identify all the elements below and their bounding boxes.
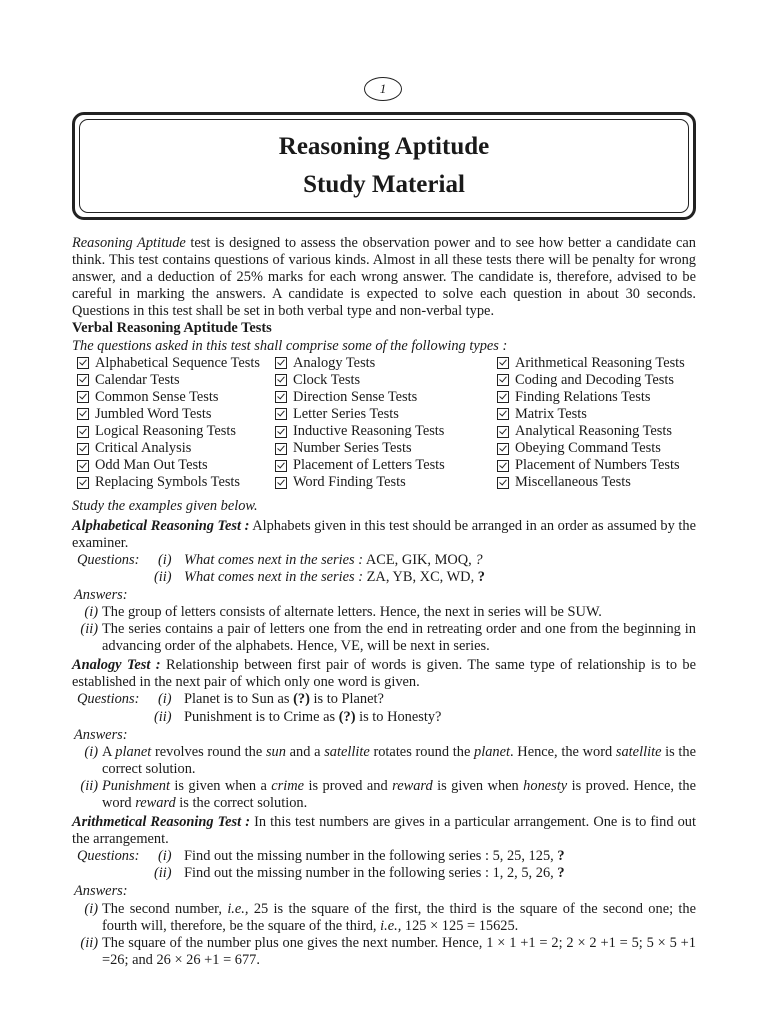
list-item: Direction Sense Tests xyxy=(270,389,492,406)
checkbox-icon xyxy=(275,408,287,420)
list-item: Calendar Tests xyxy=(72,372,270,389)
checkbox-icon xyxy=(275,443,287,455)
title-line-1: Reasoning Aptitude xyxy=(278,133,490,160)
list-item: Analytical Reasoning Tests xyxy=(492,423,696,440)
intro-paragraph: Reasoning Aptitude test is designed to assess the observation power and to see how better a candidate can think. This test contains questions of various kinds. Almost in all these tests there will be penalty for wrong answer, and a deduction of 25% marks for each wrong answer. The candidate is, therefore, advised to be careful in marking the answers. A candidate is expected to solve each question in about 30 seconds. Questions in this test shall be set in both verbal type and non-verbal type. xyxy=(72,235,696,320)
checkbox-icon xyxy=(275,391,287,403)
checkbox-icon xyxy=(497,408,509,420)
checkbox-icon xyxy=(497,443,509,455)
checkbox-icon xyxy=(275,426,287,438)
list-item: Miscellaneous Tests xyxy=(492,474,696,491)
arith-answer-1: (i) The second number, i.e., 25 is the square of the first, the third is the square of the second one; the fourth will, therefore, be the square of the third, i.e., 125 × 125 = 15625. xyxy=(84,900,696,934)
list-item: Alphabetical Sequence Tests xyxy=(72,355,270,372)
arith-answer-2: (ii) The square of the number plus one gives the next number. Hence, 1 × 1 +1 = 2; 2 × 2 +1 = 5; 5 × 5 +1 =26; and 26 × 26 +1 = 677. xyxy=(80,934,696,968)
list-item: Placement of Letters Tests xyxy=(270,457,492,474)
checkbox-icon xyxy=(77,374,89,386)
checkbox-icon xyxy=(77,408,89,420)
list-item: Odd Man Out Tests xyxy=(72,457,270,474)
checkbox-icon xyxy=(77,357,89,369)
study-line: Study the examples given below. xyxy=(72,498,258,515)
arith-paragraph: Arithmetical Reasoning Test : In this test numbers are gives in a particular arrangement. One is to find out the arrangement. xyxy=(72,814,696,848)
list-item: Placement of Numbers Tests xyxy=(492,457,696,474)
checkbox-icon xyxy=(275,460,287,472)
arith-question-1: Questions: (i) Find out the missing number in the following series : 5, 25, 125, ? xyxy=(77,848,565,865)
list-item: Analogy Tests xyxy=(270,355,492,372)
types-column-2 xyxy=(270,355,492,492)
checkbox-icon xyxy=(77,426,89,438)
analogy-question-2: (ii) Punishment is to Crime as (?) is to Honesty? xyxy=(154,708,442,725)
alpha-paragraph: Alphabetical Reasoning Test : Alphabets given in this test should be arranged in an order as assumed by the examiner. xyxy=(72,517,696,551)
analogy-question-1: Questions: (i) Planet is to Sun as (?) is to Planet? xyxy=(77,691,384,708)
checkbox-icon xyxy=(497,426,509,438)
list-item: Clock Tests xyxy=(270,372,492,389)
title-line-2: Study Material xyxy=(303,171,465,198)
checkbox-icon xyxy=(497,357,509,369)
test-types-list xyxy=(72,355,696,492)
list-item: Critical Analysis xyxy=(72,440,270,457)
list-item: Logical Reasoning Tests xyxy=(72,423,270,440)
checkbox-icon xyxy=(497,374,509,386)
list-item: Common Sense Tests xyxy=(72,389,270,406)
list-item: Coding and Decoding Tests xyxy=(492,372,696,389)
arith-answers-label: Answers: xyxy=(74,883,128,900)
list-item: Matrix Tests xyxy=(492,406,696,423)
checkbox-icon xyxy=(497,477,509,489)
document-body xyxy=(72,235,696,969)
types-intro: The questions asked in this test shall comprise some of the following types : xyxy=(72,337,508,354)
arith-question-2: (ii) Find out the missing number in the following series : 1, 2, 5, 26, ? xyxy=(154,865,565,882)
checkbox-icon xyxy=(77,460,89,472)
section-title: Verbal Reasoning Aptitude Tests xyxy=(72,320,272,337)
checkbox-icon xyxy=(275,374,287,386)
page-number: 1 xyxy=(364,77,402,101)
checkbox-icon xyxy=(497,460,509,472)
alpha-question-1: Questions: (i) What comes next in the series : ACE, GIK, MOQ, ? xyxy=(77,551,483,568)
list-item: Inductive Reasoning Tests xyxy=(270,423,492,440)
types-column-3 xyxy=(492,355,696,492)
list-item: Word Finding Tests xyxy=(270,474,492,491)
analogy-answer-2: (ii) Punishment is given when a crime is proved and reward is given when honesty is proved. Hence, the word reward is the correct solution. xyxy=(80,777,696,811)
list-item: Arithmetical Reasoning Tests xyxy=(492,355,696,372)
list-item: Number Series Tests xyxy=(270,440,492,457)
checkbox-icon xyxy=(275,357,287,369)
list-item: Replacing Symbols Tests xyxy=(72,474,270,491)
checkbox-icon xyxy=(275,477,287,489)
alpha-question-2: (ii) What comes next in the series : ZA, YB, XC, WD, ? xyxy=(154,568,485,585)
list-item: Letter Series Tests xyxy=(270,406,492,423)
analogy-answer-1: (i) A planet revolves round the sun and a satellite rotates round the planet. Hence, the word satellite is the correct solution. xyxy=(84,743,697,777)
title-box xyxy=(72,112,696,220)
checkbox-icon xyxy=(77,391,89,403)
list-item: Finding Relations Tests xyxy=(492,389,696,406)
list-item: Jumbled Word Tests xyxy=(72,406,270,423)
types-column-1 xyxy=(72,355,270,492)
checkbox-icon xyxy=(77,443,89,455)
analogy-paragraph: Analogy Test : Relationship between first pair of words is given. The same type of relationship is to be established in the next pair of which only one word is given. xyxy=(72,657,697,691)
alpha-answer-1: (i) The group of letters consists of alternate letters. Hence, the next in series will be SUW. xyxy=(84,603,602,620)
analogy-answers-label: Answers: xyxy=(74,726,128,743)
alpha-answer-2: (ii) The series contains a pair of letters one from the end in retreating order and one from the beginning in advancing order of the alphabets. Hence, VE, will be next in series. xyxy=(80,621,696,655)
checkbox-icon xyxy=(77,477,89,489)
list-item: Obeying Command Tests xyxy=(492,440,696,457)
checkbox-icon xyxy=(497,391,509,403)
alpha-answers-label: Answers: xyxy=(74,586,128,603)
